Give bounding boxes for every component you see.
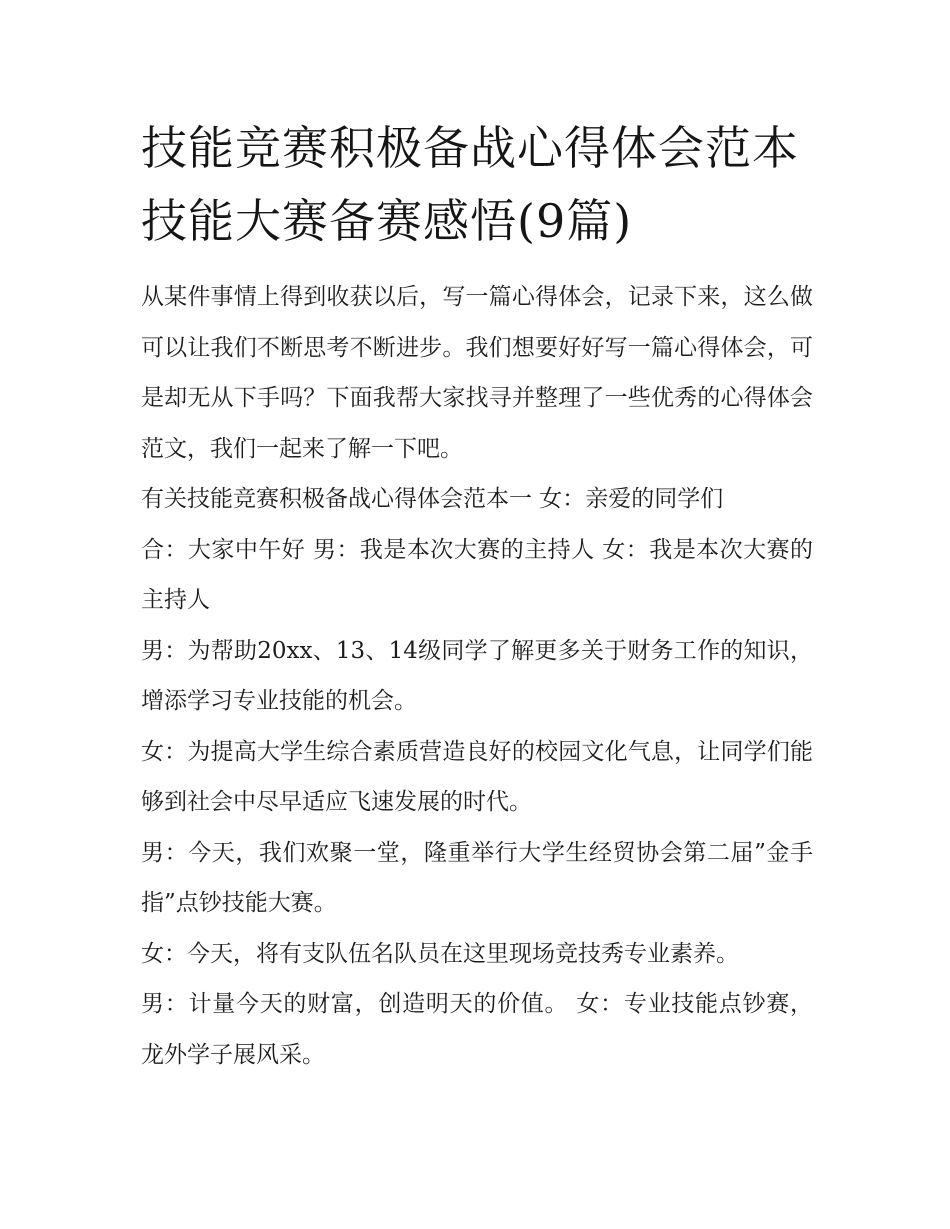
paragraph-heading-one: 有关技能竞赛积极备战心得体会范本一 女：亲爱的同学们 <box>141 486 724 512</box>
paragraph-greeting: 合：大家中午好 男：我是本次大赛的主持人 女：我是本次大赛的主持人 <box>141 536 813 613</box>
document-title: 技能竞赛积极备战心得体会范本 技能大赛备赛感悟(9篇) <box>141 121 799 248</box>
paragraph-male-2: 男：今天，我们欢聚一堂，隆重举行大学生经贸协会第二届”金手指”点钞技能大赛。 <box>141 839 813 916</box>
paragraph-male-1: 男：为帮助20xx、13、14级同学了解更多关于财务工作的知识，增添学习专业技能的机会。 <box>141 637 813 714</box>
paragraph-female-1: 女：为提高大学生综合素质营造良好的校园文化气息，让同学们能够到社会中尽早适应飞速发展的时代。 <box>141 738 813 815</box>
paragraph-intro: 从某件事情上得到收获以后，写一篇心得体会，记录下来，这么做可以让我们不断思考不断进步。我们想要好好写一篇心得体会，可是却无从下手吗？下面我帮大家找寻并整理了一些优秀的心得体会范文，我们一起来了解一下吧。 <box>141 284 813 462</box>
document-body <box>141 112 813 1080</box>
paragraph-female-2: 女：今天，将有支队伍名队员在这里现场竞技秀专业素养。 <box>141 940 739 967</box>
paragraph-male-3: 男：计量今天的财富，创造明天的价值。 女：专业技能点钞赛，龙外学子展风采。 <box>141 991 813 1068</box>
